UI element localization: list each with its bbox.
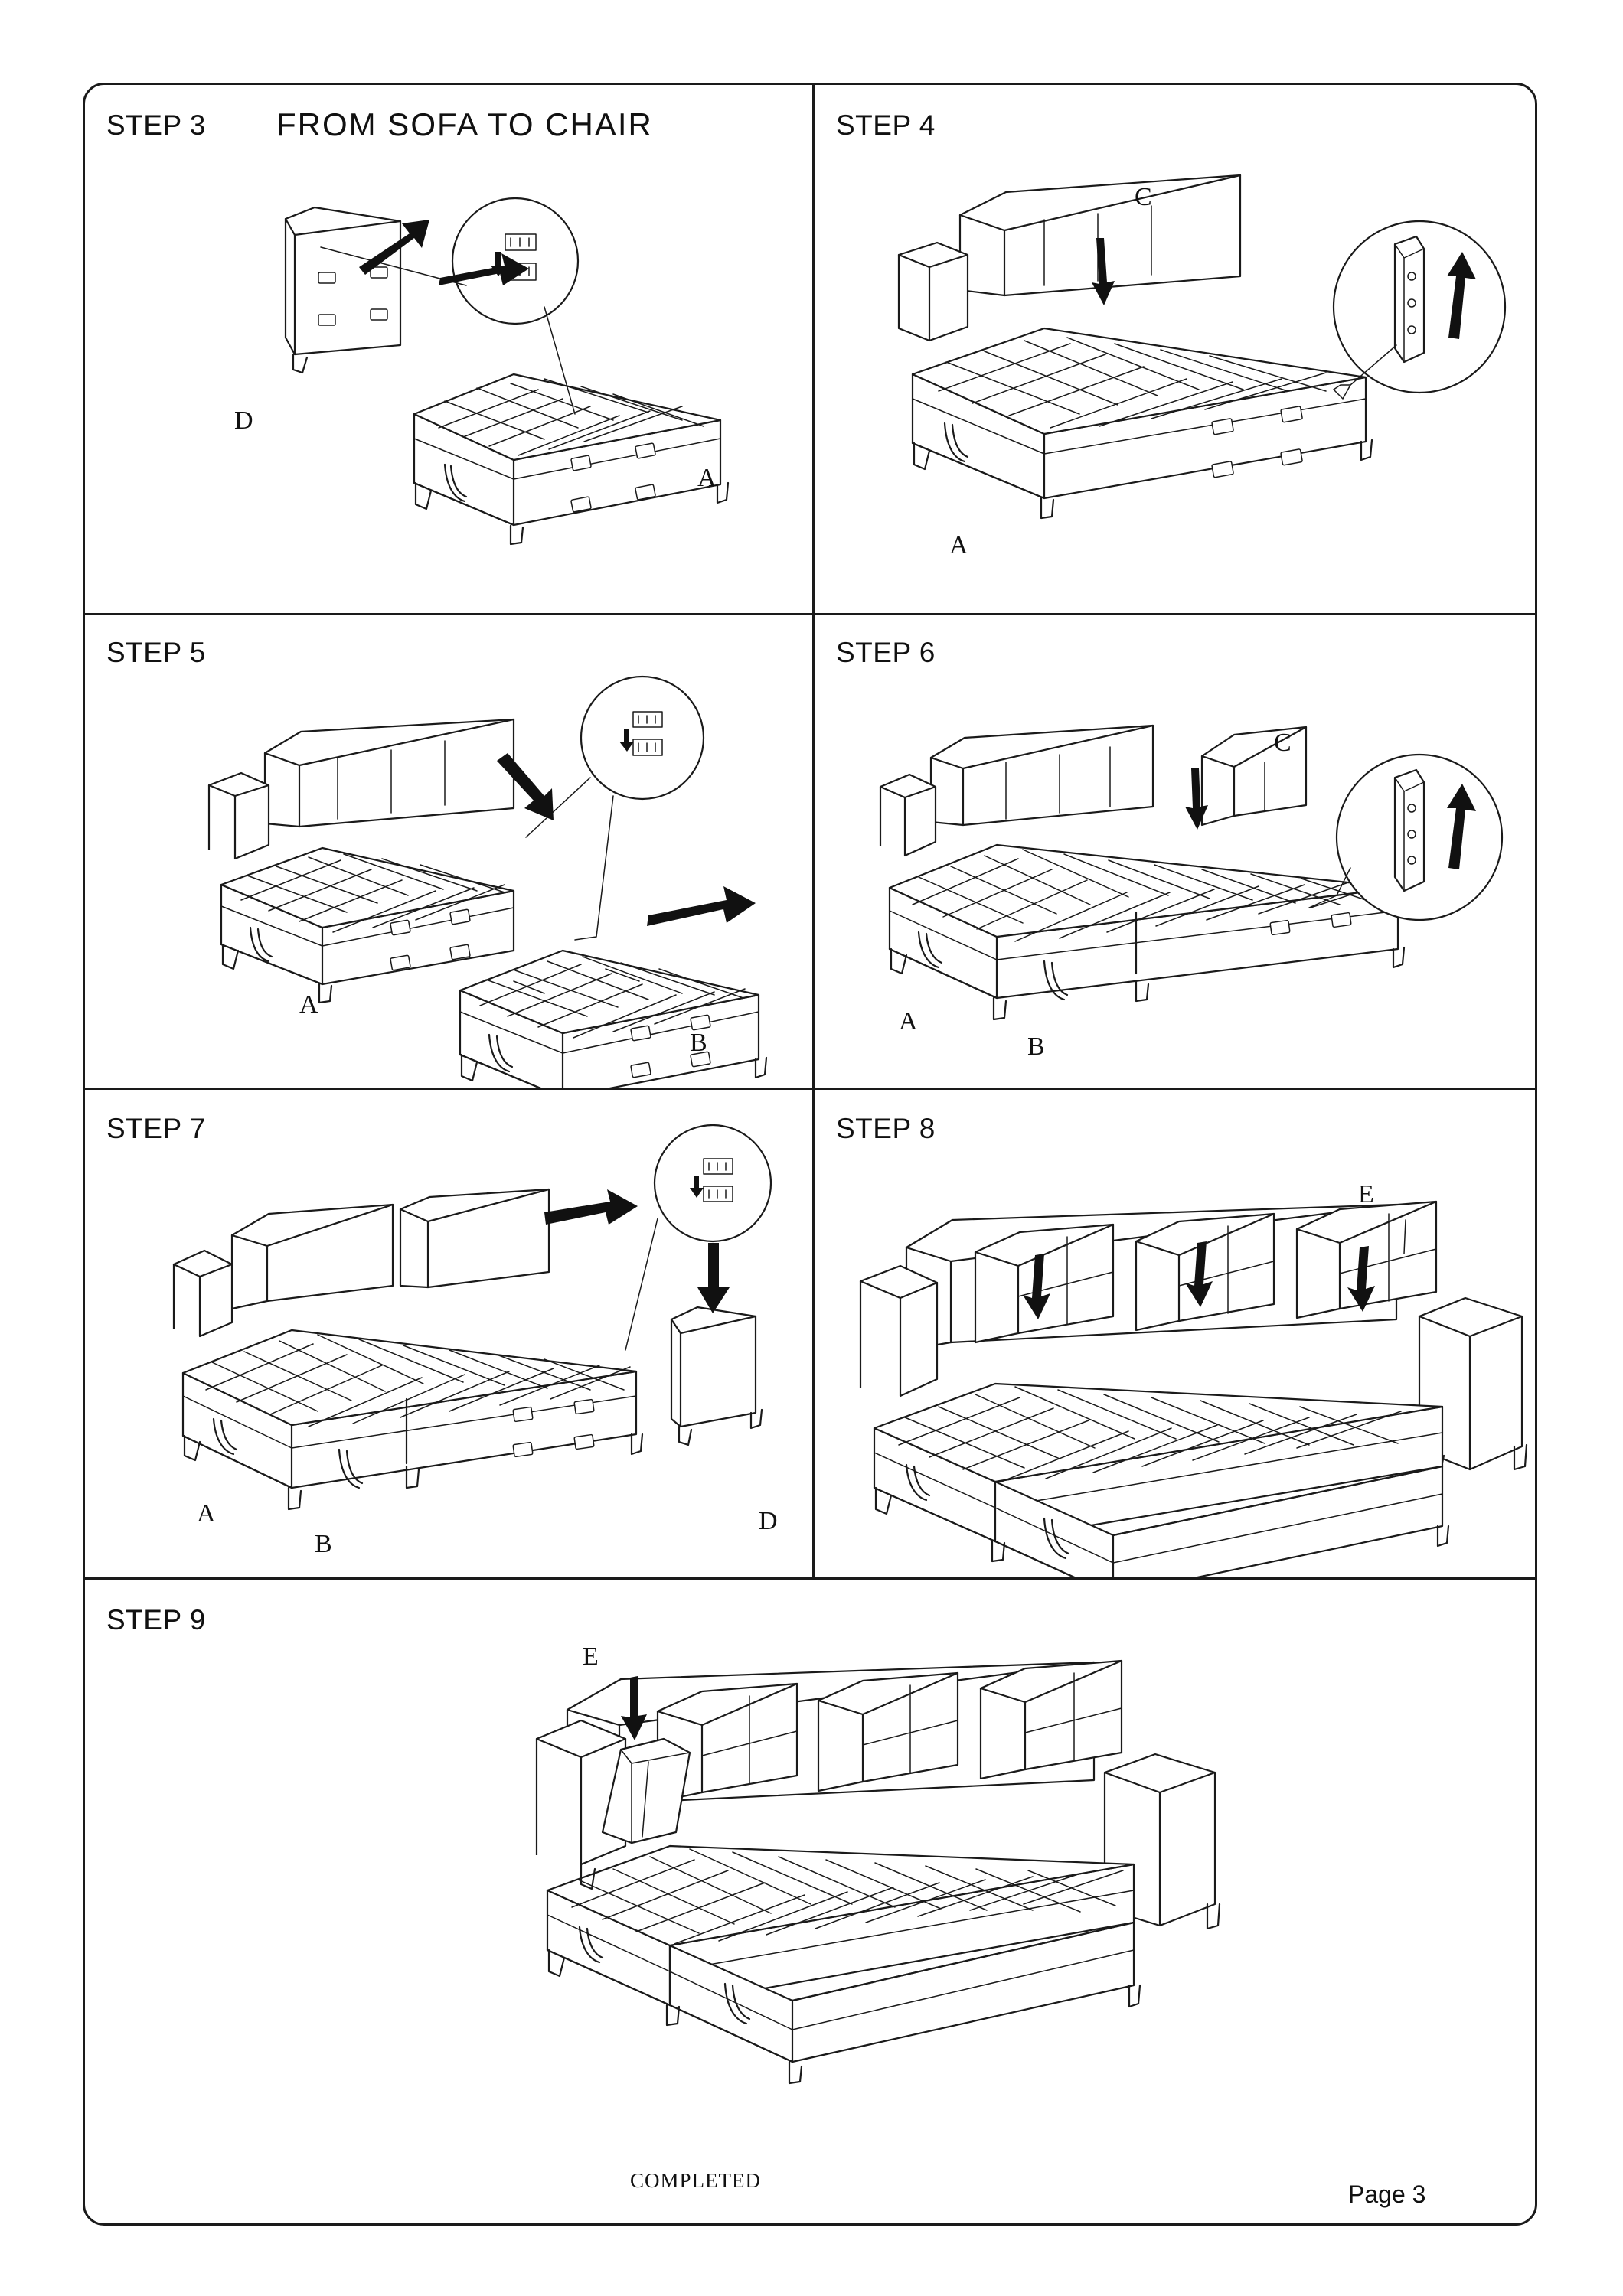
page-title: FROM SOFA TO CHAIR — [276, 106, 653, 142]
step-4-illustration — [815, 85, 1537, 613]
panel-step-4 — [815, 85, 1537, 613]
seat-assembly — [183, 1330, 642, 1509]
arrow-left-icon — [647, 886, 756, 926]
part-label-a: A — [197, 1499, 216, 1528]
part-d-panel — [671, 1307, 762, 1445]
step-3-illustration — [85, 85, 812, 613]
sectional-sofa — [860, 1202, 1527, 1577]
sofa-backrest — [174, 1189, 549, 1336]
seat-assembly — [890, 845, 1404, 1019]
part-d-panel — [286, 207, 400, 373]
part-label-a: A — [949, 531, 968, 559]
step-7-label: STEP 7 — [106, 1113, 206, 1144]
panel-step-5 — [85, 615, 812, 1088]
part-label-b: B — [315, 1530, 332, 1558]
arrow-right-icon — [544, 1189, 638, 1225]
page-number: Page 3 — [1348, 2180, 1426, 2208]
step-7-illustration — [85, 1090, 812, 1577]
completed-label: COMPLETED — [630, 2169, 761, 2192]
step-9-label: STEP 9 — [106, 1604, 206, 1636]
rail-detail-icon — [1334, 221, 1505, 393]
part-a-chair — [880, 726, 1153, 856]
panel-step-3 — [85, 85, 812, 613]
bracket-hook-detail-icon — [581, 677, 704, 799]
part-label-c: C — [1135, 183, 1152, 211]
part-label-d: D — [759, 1507, 778, 1535]
part-label-c: C — [1274, 729, 1292, 757]
part-label-a: A — [299, 990, 318, 1019]
part-label-e: E — [583, 1642, 599, 1671]
step-5-label: STEP 5 — [106, 637, 206, 668]
callout-leader-line-2 — [575, 796, 613, 940]
part-b-module — [460, 951, 766, 1088]
part-a-seat-module — [913, 328, 1372, 518]
part-label-a: A — [899, 1007, 918, 1035]
part-a-chair — [209, 719, 514, 1003]
part-label-e: E — [1358, 1180, 1374, 1208]
bracket-hook-detail-icon — [655, 1125, 771, 1241]
step-8-illustration — [815, 1090, 1537, 1577]
part-label-a: A — [697, 464, 717, 492]
callout-leader-line — [625, 1218, 658, 1350]
part-label-b: B — [690, 1029, 707, 1057]
arrow-down-icon — [697, 1243, 730, 1313]
rail-detail-icon — [1337, 755, 1502, 920]
step-3-label: STEP 3 — [106, 109, 206, 141]
step-8-label: STEP 8 — [836, 1113, 936, 1144]
armrest-left — [899, 243, 968, 341]
step-4-label: STEP 4 — [836, 109, 936, 141]
panel-step-9 — [85, 1580, 1537, 2226]
step-6-label: STEP 6 — [836, 637, 936, 668]
panel-step-7 — [85, 1090, 812, 1577]
panel-step-6 — [815, 615, 1537, 1088]
instruction-page — [83, 83, 1537, 2226]
step-6-illustration — [815, 615, 1537, 1088]
panel-step-8 — [815, 1090, 1537, 1577]
step-5-illustration — [85, 615, 812, 1088]
part-label-b: B — [1027, 1032, 1045, 1061]
step-9-illustration — [85, 1580, 1537, 2226]
part-label-d: D — [234, 406, 253, 435]
